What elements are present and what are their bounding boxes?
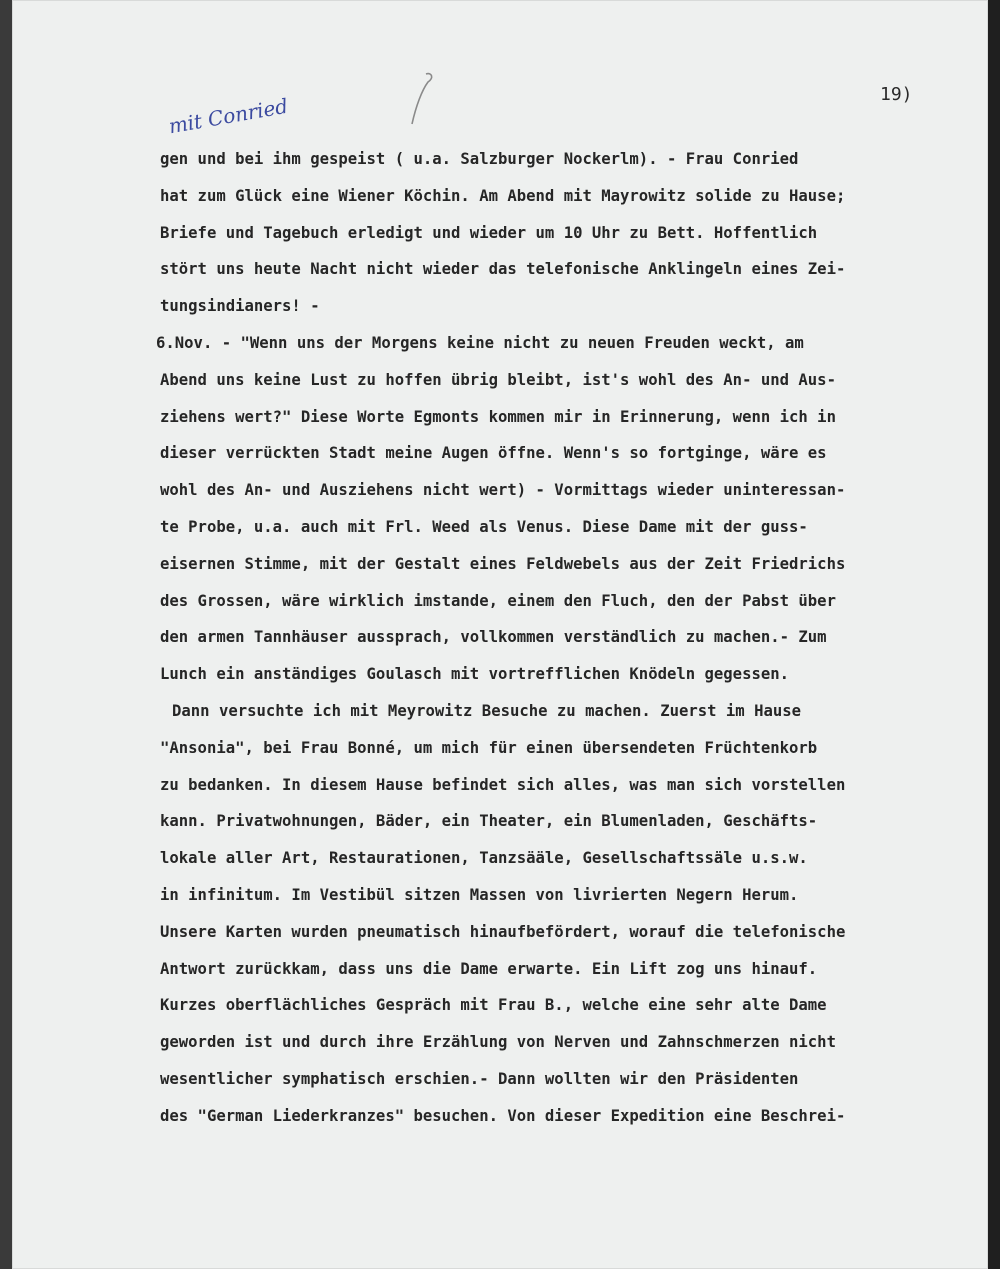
- handwritten-margin-note: mit Conried: [166, 93, 290, 139]
- text-line: wesentlicher symphatisch erschien.- Dann wollten wir den Präsidenten: [160, 1069, 799, 1088]
- typewritten-text-body: [156, 141, 980, 1135]
- scan-right-edge: [988, 0, 1000, 1269]
- text-line: kann. Privatwohnungen, Bäder, ein Theater, ein Blumenladen, Geschäfts-: [160, 812, 818, 831]
- text-line: ziehens wert?" Diese Worte Egmonts kommen mir in Erinnerung, wenn ich in: [160, 407, 836, 426]
- text-line: den armen Tannhäuser aussprach, vollkommen verständlich zu machen.- Zum: [160, 628, 827, 647]
- text-line: Antwort zurückkam, dass uns die Dame erwarte. Ein Lift zog uns hinauf.: [160, 959, 818, 978]
- page-number: 19): [880, 84, 913, 105]
- text-line: wohl des An- und Ausziehens nicht wert) - Vormittags wieder uninteressan-: [160, 481, 846, 500]
- text-line: stört uns heute Nacht nicht wieder das telefonische Anklingeln eines Zei-: [160, 260, 846, 279]
- text-line: des Grossen, wäre wirklich imstande, einem den Fluch, den der Pabst über: [160, 591, 836, 610]
- text-line: Briefe und Tagebuch erledigt und wieder um 10 Uhr zu Bett. Hoffentlich: [160, 223, 818, 242]
- text-line: Lunch ein anständiges Goulasch mit vortrefflichen Knödeln gegessen.: [160, 665, 790, 684]
- text-line: tungsindianers! -: [160, 297, 320, 316]
- text-line: Kurzes oberflächliches Gespräch mit Frau B., welche eine sehr alte Dame: [160, 996, 827, 1015]
- text-line: dieser verrückten Stadt meine Augen öffne. Wenn's so fortginge, wäre es: [160, 444, 827, 463]
- text-line: hat zum Glück eine Wiener Köchin. Am Abend mit Mayrowitz solide zu Hause;: [160, 186, 846, 205]
- text-line: "Ansonia", bei Frau Bonné, um mich für einen übersendeten Früchtenkorb: [160, 738, 818, 757]
- text-line: in infinitum. Im Vestibül sitzen Massen von livrierten Negern Herum.: [160, 885, 799, 904]
- text-line: eisernen Stimme, mit der Gestalt eines Feldwebels aus der Zeit Friedrichs: [160, 554, 846, 573]
- text-line: geworden ist und durch ihre Erzählung von Nerven und Zahnschmerzen nicht: [160, 1033, 836, 1052]
- text-line: 6.Nov. - "Wenn uns der Morgens keine nicht zu neuen Freuden weckt, am: [156, 333, 804, 352]
- text-line: te Probe, u.a. auch mit Frl. Weed als Venus. Diese Dame mit der guss-: [160, 517, 808, 536]
- text-line: Unsere Karten wurden pneumatisch hinaufbefördert, worauf die telefonische: [160, 922, 846, 941]
- text-line: Dann versuchte ich mit Meyrowitz Besuche zu machen. Zuerst im Hause: [172, 701, 802, 720]
- text-line: zu bedanken. In diesem Hause befindet sich alles, was man sich vorstellen: [160, 775, 846, 794]
- text-line: lokale aller Art, Restaurationen, Tanzsääle, Gesellschaftssäle u.s.w.: [160, 849, 808, 868]
- text-line: gen und bei ihm gespeist ( u.a. Salzburger Nockerlm). - Frau Conried: [160, 150, 799, 168]
- text-line: Abend uns keine Lust zu hoffen übrig bleibt, ist's wohl des An- und Aus-: [160, 370, 836, 389]
- pencil-mark-icon: [398, 70, 438, 130]
- text-line: des "German Liederkranzes" besuchen. Von dieser Expedition eine Beschrei-: [160, 1106, 846, 1125]
- scan-left-edge: [0, 0, 12, 1269]
